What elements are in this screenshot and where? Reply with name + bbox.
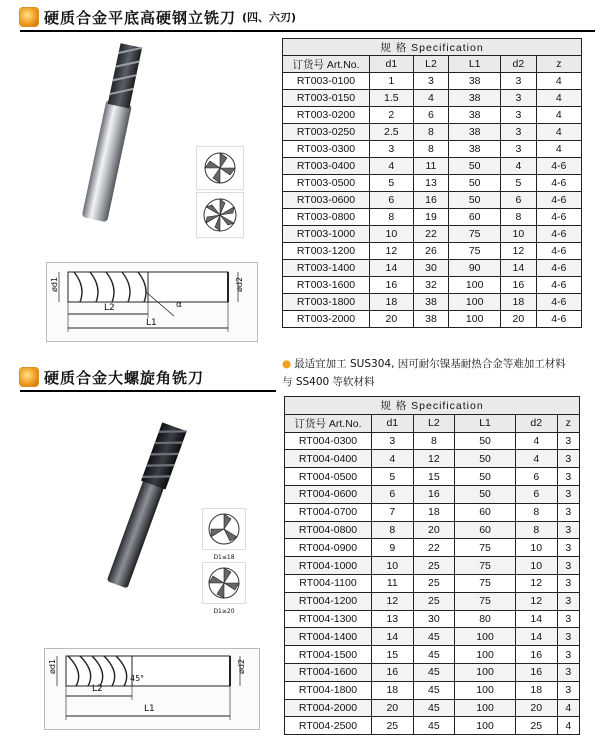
cell-art-no: RT004-0300 [285,432,372,450]
cell-art-no: RT004-0700 [285,503,372,521]
section1-subtitle: (四、六刃) [242,11,297,24]
table-row [285,663,580,681]
cell-art-no: RT004-0800 [285,521,372,539]
cell-L2: 15 [413,468,455,486]
cell-z: 3 [557,468,579,486]
cell-z: 4-6 [536,226,581,243]
col-L2: L2 [413,414,455,432]
section2-underline [20,390,276,392]
section2-tool-image [76,420,216,595]
dim-d1-label: ød1 [50,276,60,293]
cell-art-no: RT003-0300 [283,141,370,158]
cell-d2: 6 [501,192,537,209]
cell-d2: 18 [515,681,557,699]
cell-z: 4-6 [536,158,581,175]
cell-art-no: RT004-1800 [285,681,372,699]
cell-z: 4 [557,717,579,735]
cell-d1: 15 [372,646,414,664]
table-row [283,73,582,90]
cell-L2: 45 [413,628,455,646]
col-art-no: 订货号 Art.No. [283,56,370,73]
cell-z: 3 [557,610,579,628]
cell-d1: 8 [372,521,414,539]
cell-z: 4-6 [536,243,581,260]
cell-L1: 60 [455,503,516,521]
cell-d1: 6 [372,485,414,503]
cell-L2: 30 [413,610,455,628]
cell-d2: 6 [515,468,557,486]
cell-d1: 2.5 [370,124,414,141]
cell-z: 3 [557,663,579,681]
table-row [283,226,582,243]
section1-dimension-diagram [46,262,258,342]
cell-L2: 25 [413,592,455,610]
dim2-L2-label: L2 [92,684,103,694]
cell-L1: 50 [455,468,516,486]
cell-L2: 30 [413,260,449,277]
table-row [285,592,580,610]
cell-z: 3 [557,539,579,557]
cell-d1: 3 [370,141,414,158]
cell-d1: 18 [370,294,414,311]
cell-L1: 75 [449,226,501,243]
cell-L1: 100 [449,294,501,311]
cell-d1: 14 [372,628,414,646]
cell-L2: 8 [413,432,455,450]
cell-z: 4-6 [536,260,581,277]
cell-art-no: RT003-0250 [283,124,370,141]
table-row [285,468,580,486]
cell-d1: 11 [372,574,414,592]
cell-d2: 12 [515,592,557,610]
cell-L1: 75 [455,557,516,575]
spec-caption: 规 格 Specification [283,39,582,56]
table-row [283,124,582,141]
cell-art-no: RT003-0100 [283,73,370,90]
cell-art-no: RT004-1100 [285,574,372,592]
table-row [285,646,580,664]
cell-art-no: RT004-2500 [285,717,372,735]
table-row [283,141,582,158]
cell-L1: 100 [455,663,516,681]
cell-d2: 10 [515,557,557,575]
table-row [283,192,582,209]
cell-L1: 100 [455,717,516,735]
cell-d2: 14 [515,610,557,628]
cell-L1: 38 [449,73,501,90]
cell-z: 4 [536,141,581,158]
cell-L1: 75 [449,243,501,260]
cell-L1: 50 [455,432,516,450]
section2-title-text: 硬质合金大螺旋角铣刀 [44,368,205,387]
dim2-angle-label: 45° [130,674,145,683]
cell-art-no: RT004-1300 [285,610,372,628]
col-d2: d2 [501,56,537,73]
cell-art-no: RT003-1400 [283,260,370,277]
cell-L1: 75 [455,574,516,592]
table-row [285,717,580,735]
cell-z: 3 [557,592,579,610]
cell-L2: 45 [413,717,455,735]
cell-d2: 4 [515,432,557,450]
cell-L2: 22 [413,539,455,557]
cell-d2: 20 [515,699,557,717]
cell-z: 3 [557,503,579,521]
cell-d2: 20 [501,311,537,328]
table-row [283,311,582,328]
cell-z: 4 [536,73,581,90]
spec-caption: 规 格 Specification [285,397,580,415]
note-line1: 最适宜加工 SUS304, 因可耐尔镍基耐热合金等难加工材料 [294,358,566,370]
cell-L2: 25 [413,574,455,592]
cell-d1: 6 [370,192,414,209]
col-L1: L1 [449,56,501,73]
section1-tool-image [55,40,175,225]
cell-art-no: RT004-1500 [285,646,372,664]
cell-d2: 8 [515,503,557,521]
cell-d1: 20 [372,699,414,717]
cell-L1: 100 [449,277,501,294]
cell-z: 3 [557,521,579,539]
table-row [285,503,580,521]
cell-art-no: RT004-1200 [285,592,372,610]
cell-d1: 10 [370,226,414,243]
cell-d1: 4 [372,450,414,468]
cell-L2: 45 [413,699,455,717]
cell-L2: 4 [413,90,449,107]
cell-art-no: RT004-0600 [285,485,372,503]
cell-d2: 4 [501,158,537,175]
cell-L2: 13 [413,175,449,192]
cell-L1: 38 [449,124,501,141]
cell-d2: 14 [515,628,557,646]
table-row [285,485,580,503]
cell-L2: 32 [413,277,449,294]
cell-d2: 25 [515,717,557,735]
cell-z: 3 [557,557,579,575]
col-art-no: 订货号 Art.No. [285,414,372,432]
table-row [285,574,580,592]
cell-art-no: RT003-0200 [283,107,370,124]
table-row [283,243,582,260]
cell-art-no: RT003-0500 [283,175,370,192]
cell-L1: 75 [455,539,516,557]
table-row [285,539,580,557]
cell-d1: 2 [370,107,414,124]
cell-z: 4-6 [536,294,581,311]
cell-L2: 38 [413,294,449,311]
cell-z: 4 [536,124,581,141]
cell-art-no: RT003-0400 [283,158,370,175]
table-row [283,277,582,294]
cell-L1: 90 [449,260,501,277]
section2-3flute-icon [202,508,246,561]
cell-L1: 100 [455,699,516,717]
cell-L2: 22 [413,226,449,243]
cell-d2: 3 [501,107,537,124]
cell-L2: 19 [413,209,449,226]
cell-L1: 50 [455,450,516,468]
cell-d1: 12 [372,592,414,610]
cell-d1: 9 [372,539,414,557]
cell-d2: 10 [515,539,557,557]
cell-d2: 14 [501,260,537,277]
section2-note [282,355,600,391]
col-d1: d1 [372,414,414,432]
cell-L1: 80 [455,610,516,628]
cell-art-no: RT004-2000 [285,699,372,717]
section1-spec-table [282,38,582,328]
cell-art-no: RT004-1400 [285,628,372,646]
cell-d1: 1.5 [370,90,414,107]
cell-L1: 50 [449,175,501,192]
section1-underline [20,30,595,32]
cell-L2: 3 [413,73,449,90]
cell-d1: 14 [370,260,414,277]
section2-title [20,366,204,388]
cell-z: 4-6 [536,311,581,328]
cell-L1: 100 [449,311,501,328]
cell-d2: 8 [501,209,537,226]
cell-L2: 8 [413,124,449,141]
table-row [283,294,582,311]
cell-L1: 60 [449,209,501,226]
section1-title [20,6,296,28]
dim2-d2-label: ød2 [237,658,247,675]
cell-art-no: RT004-0900 [285,539,372,557]
cell-z: 3 [557,628,579,646]
section2-spec-table [284,396,580,735]
cell-z: 3 [557,485,579,503]
cell-d2: 3 [501,73,537,90]
cell-art-no: RT003-1800 [283,294,370,311]
col-z: z [536,56,581,73]
cell-L2: 45 [413,681,455,699]
cell-L2: 12 [413,450,455,468]
note-line2: 与 SS400 等软材料 [282,376,375,388]
cell-d1: 25 [372,717,414,735]
table-row [285,681,580,699]
cell-L1: 50 [455,485,516,503]
table-row [283,158,582,175]
cell-d1: 3 [372,432,414,450]
cell-d1: 7 [372,503,414,521]
table-row [285,450,580,468]
cell-z: 3 [557,646,579,664]
cell-d1: 1 [370,73,414,90]
dim-alpha-label: α [176,300,182,310]
cell-d1: 8 [370,209,414,226]
cell-d1: 13 [372,610,414,628]
cell-d2: 3 [501,124,537,141]
table-row [283,90,582,107]
section1-4flute-icon [196,146,244,190]
dim2-d1-label: ød1 [48,658,58,675]
cell-d1: 5 [370,175,414,192]
cell-L1: 38 [449,141,501,158]
cell-L1: 38 [449,90,501,107]
table-row [285,521,580,539]
table-row [285,610,580,628]
cell-d1: 10 [372,557,414,575]
cell-z: 4 [557,699,579,717]
cell-L2: 16 [413,192,449,209]
dim2-L1-label: L1 [144,704,155,714]
cell-L2: 45 [413,663,455,681]
col-d2: d2 [515,414,557,432]
cell-z: 4 [536,107,581,124]
table-row [283,175,582,192]
dim-L1-label: L1 [146,318,157,328]
cell-z: 3 [557,681,579,699]
cell-d2: 4 [515,450,557,468]
bullet-icon [20,8,38,26]
cell-L2: 26 [413,243,449,260]
cell-art-no: RT003-0150 [283,90,370,107]
section2-4flute-icon [202,562,246,615]
cell-art-no: RT004-0500 [285,468,372,486]
cell-L2: 25 [413,557,455,575]
cell-L2: 6 [413,107,449,124]
col-z: z [557,414,579,432]
section1-title-text: 硬质合金平底高硬钢立铣刀 [44,8,237,27]
cell-d1: 16 [372,663,414,681]
cell-z: 4 [536,90,581,107]
cell-L1: 60 [455,521,516,539]
cell-L2: 8 [413,141,449,158]
cell-L2: 45 [413,646,455,664]
table-row [283,107,582,124]
cell-art-no: RT004-1000 [285,557,372,575]
cell-L1: 100 [455,646,516,664]
cell-z: 4-6 [536,192,581,209]
dim-L2-label: L2 [104,303,115,313]
cell-d2: 16 [515,646,557,664]
cell-L1: 50 [449,192,501,209]
cell-d2: 10 [501,226,537,243]
cell-art-no: RT003-1600 [283,277,370,294]
cell-d1: 12 [370,243,414,260]
bullet-icon [20,368,38,386]
cell-d2: 16 [501,277,537,294]
cell-d2: 18 [501,294,537,311]
flute4-caption: D1≥20 [213,608,235,615]
cell-L2: 18 [413,503,455,521]
cell-L2: 20 [413,521,455,539]
cell-d2: 3 [501,90,537,107]
cell-L1: 75 [455,592,516,610]
table-row [283,209,582,226]
cell-d1: 18 [372,681,414,699]
section2-dimension-diagram [44,648,260,730]
note-bullet-icon: ● [282,358,292,370]
cell-d2: 8 [515,521,557,539]
dim-d2-label: ød2 [235,276,245,293]
cell-L1: 100 [455,681,516,699]
table-row [285,699,580,717]
cell-art-no: RT003-1000 [283,226,370,243]
col-L2: L2 [413,56,449,73]
cell-d2: 5 [501,175,537,192]
cell-L2: 11 [413,158,449,175]
table-row [285,432,580,450]
flute3-caption: D1≤18 [213,554,235,561]
cell-z: 4-6 [536,209,581,226]
cell-art-no: RT003-0600 [283,192,370,209]
cell-z: 4-6 [536,277,581,294]
cell-art-no: RT003-1200 [283,243,370,260]
cell-art-no: RT004-1600 [285,663,372,681]
col-d1: d1 [370,56,414,73]
cell-z: 3 [557,450,579,468]
cell-L1: 38 [449,107,501,124]
cell-art-no: RT004-0400 [285,450,372,468]
cell-L1: 50 [449,158,501,175]
cell-d2: 6 [515,485,557,503]
cell-d1: 4 [370,158,414,175]
cell-art-no: RT003-0800 [283,209,370,226]
cell-d2: 12 [501,243,537,260]
cell-L1: 100 [455,628,516,646]
cell-d2: 16 [515,663,557,681]
cell-d2: 12 [515,574,557,592]
cell-d2: 3 [501,141,537,158]
cell-art-no: RT003-2000 [283,311,370,328]
table-row [285,557,580,575]
cell-z: 3 [557,574,579,592]
cell-d1: 16 [370,277,414,294]
cell-L2: 16 [413,485,455,503]
cell-d1: 5 [372,468,414,486]
col-L1: L1 [455,414,516,432]
cell-d1: 20 [370,311,414,328]
table-row [283,260,582,277]
cell-z: 3 [557,432,579,450]
section1-6flute-icon [196,192,244,238]
table-row [285,628,580,646]
cell-z: 4-6 [536,175,581,192]
cell-L2: 38 [413,311,449,328]
